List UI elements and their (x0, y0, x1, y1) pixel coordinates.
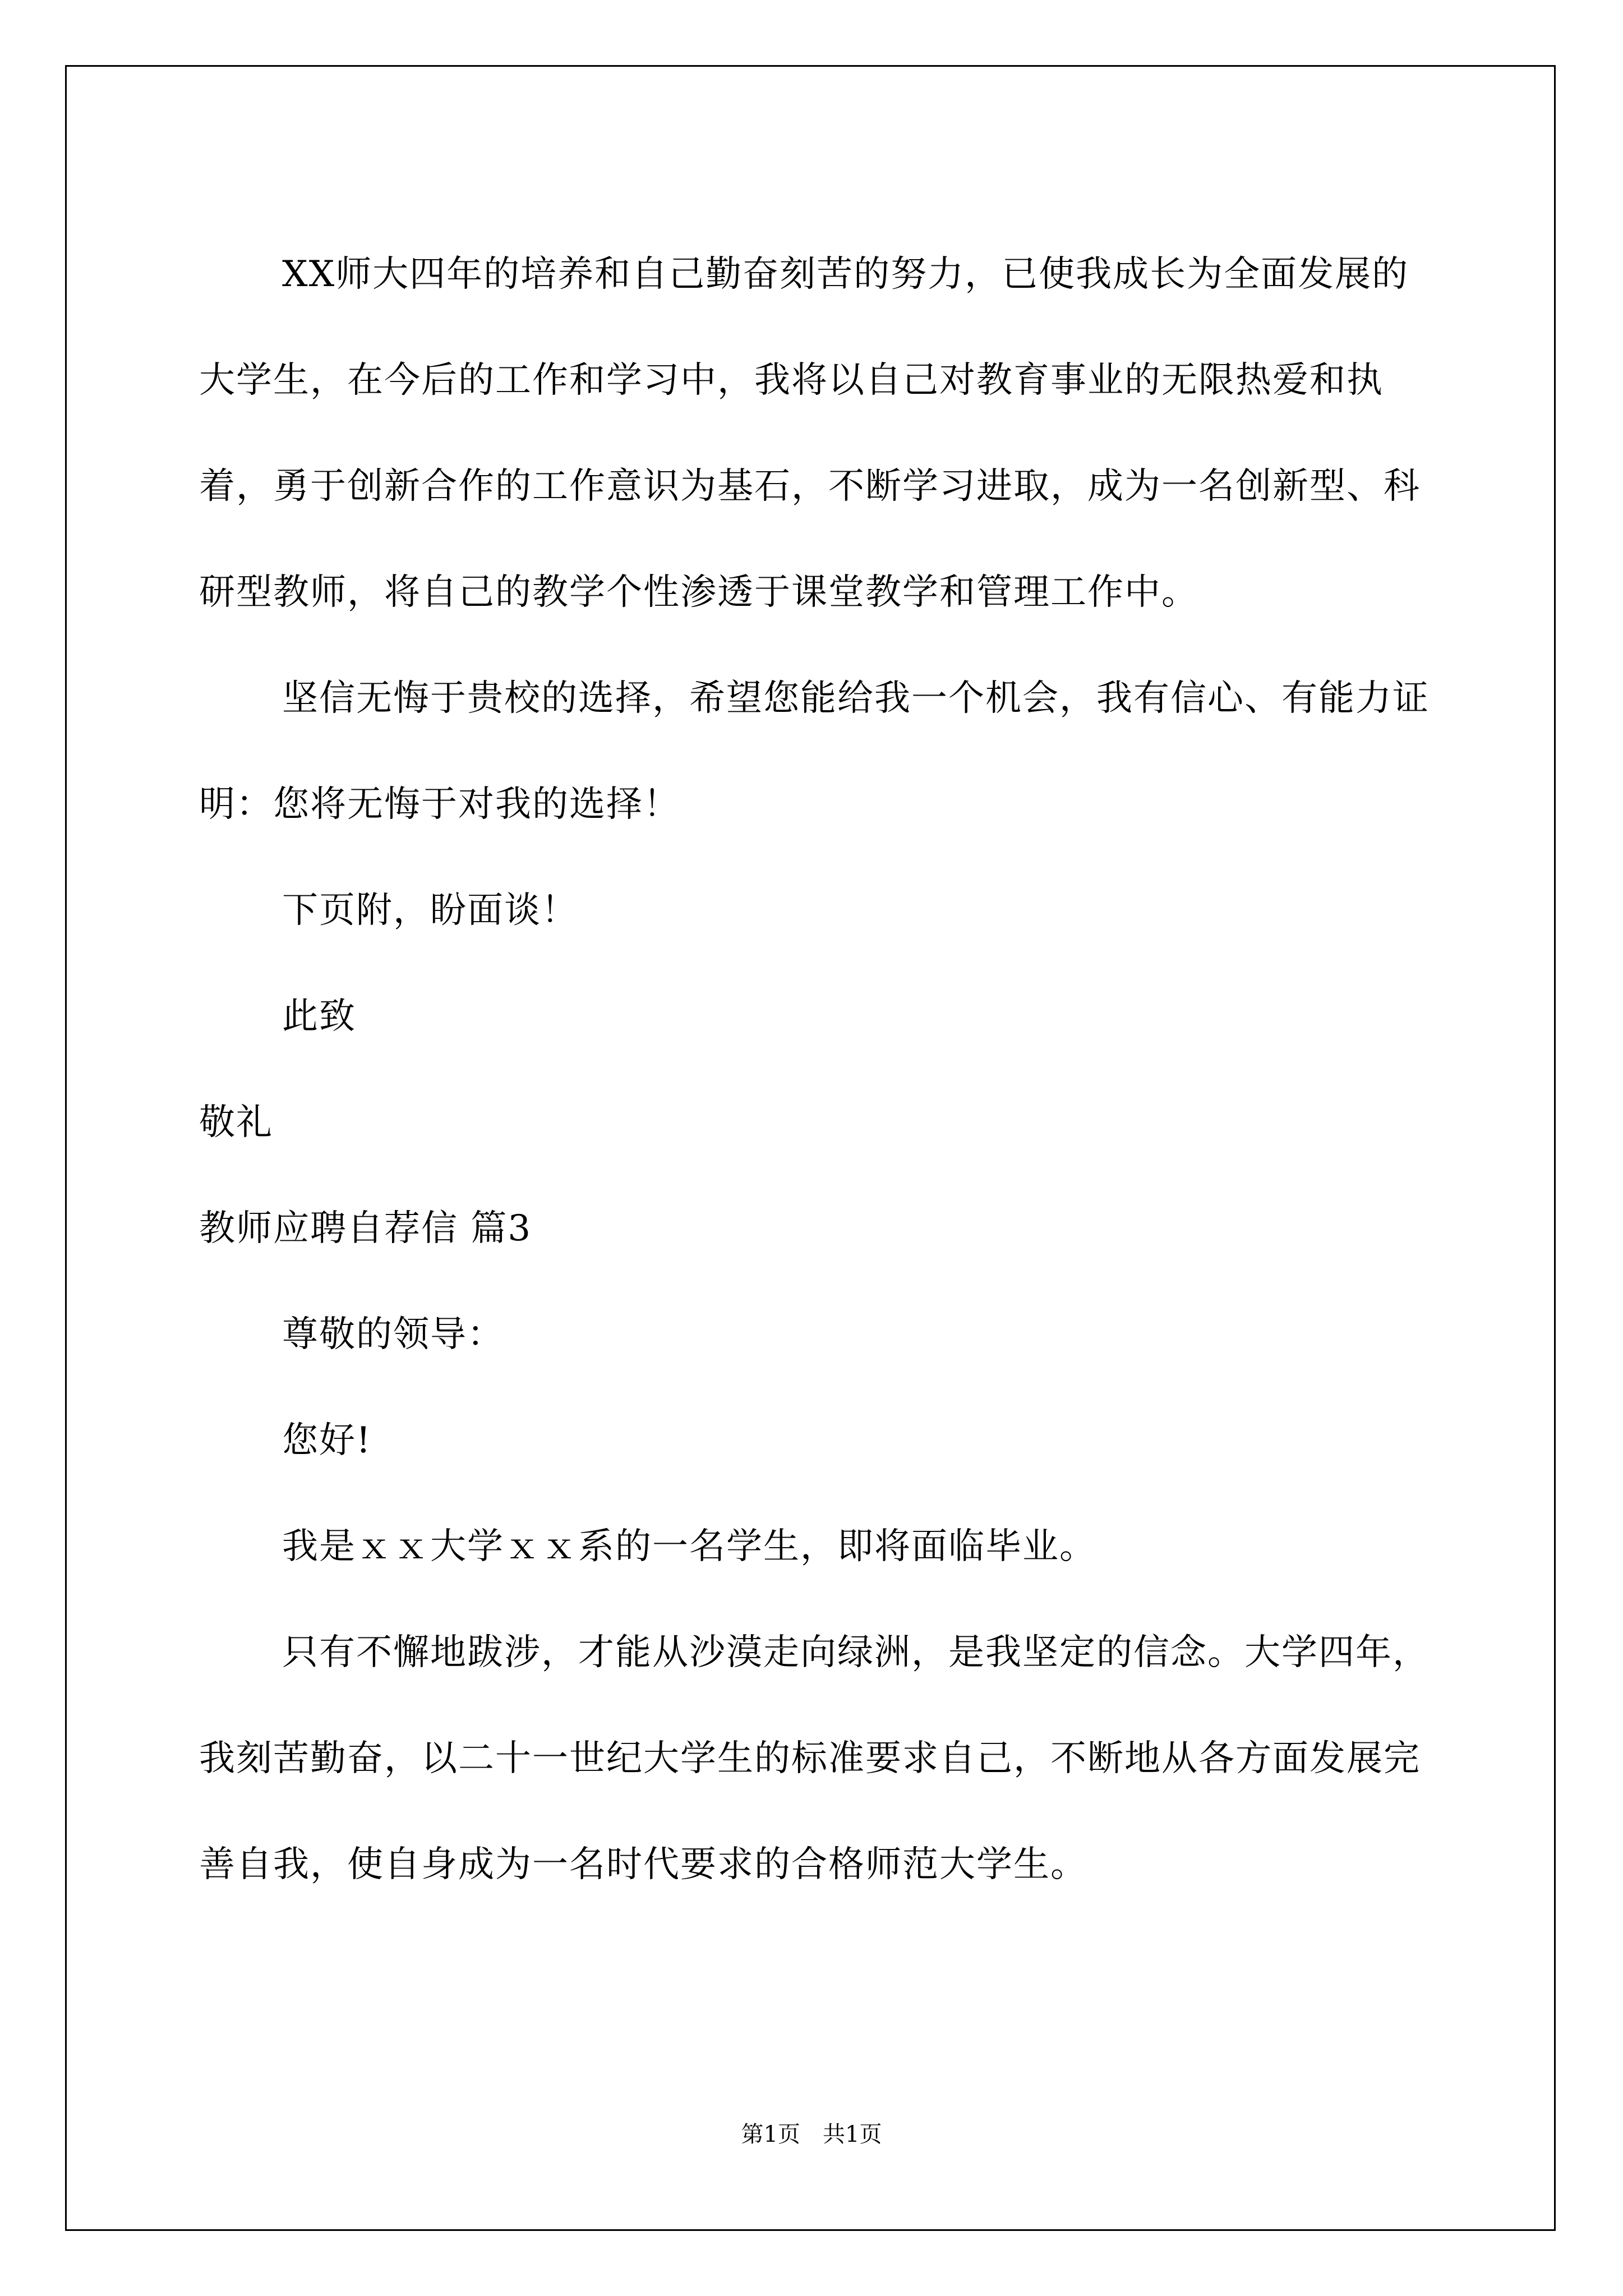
page-number-footer: 第1页 共1页 (741, 2122, 882, 2147)
greeting-recipient: 尊敬的领导： (282, 1314, 504, 1355)
closing-regards: 敬礼 (199, 1102, 273, 1143)
closing-salutation: 此致 (282, 996, 356, 1037)
greeting-hello: 您好! (282, 1420, 372, 1461)
paragraph-interview: 下页附，盼面谈！ (282, 890, 578, 931)
paragraph-training: XX师大四年的培养和自己勤奋刻苦的努力，已使我成长为全面发展的大学生，在今后的工作和学习中，我将以自己对教育事业的无限热爱和执着，勇于创新合作的工作意识为基石，不断学习进取，成为一名创新型、科研型教师，将自己的教学个性渗透于课堂教学和管理工作中。 (199, 254, 1421, 613)
paragraph-belief: 只有不懈地跋涉，才能从沙漠走向绿洲，是我坚定的信念。大学四年，我刻苦勤奋，以二十一世纪大学生的标准要求自己，不断地从各方面发展完善自我，使自身成为一名时代要求的合格师范大学生。 (199, 1632, 1430, 1885)
section-heading: 教师应聘自荐信 篇3 (199, 1208, 532, 1249)
paragraph-confidence: 坚信无悔于贵校的选择，希望您能给我一个机会，我有信心、有能力证明：您将无悔于对我的选择！ (199, 678, 1430, 825)
document-body (199, 222, 1433, 1918)
paragraph-introduction: 我是ｘｘ大学ｘｘ系的一名学生，即将面临毕业。 (282, 1526, 1096, 1567)
